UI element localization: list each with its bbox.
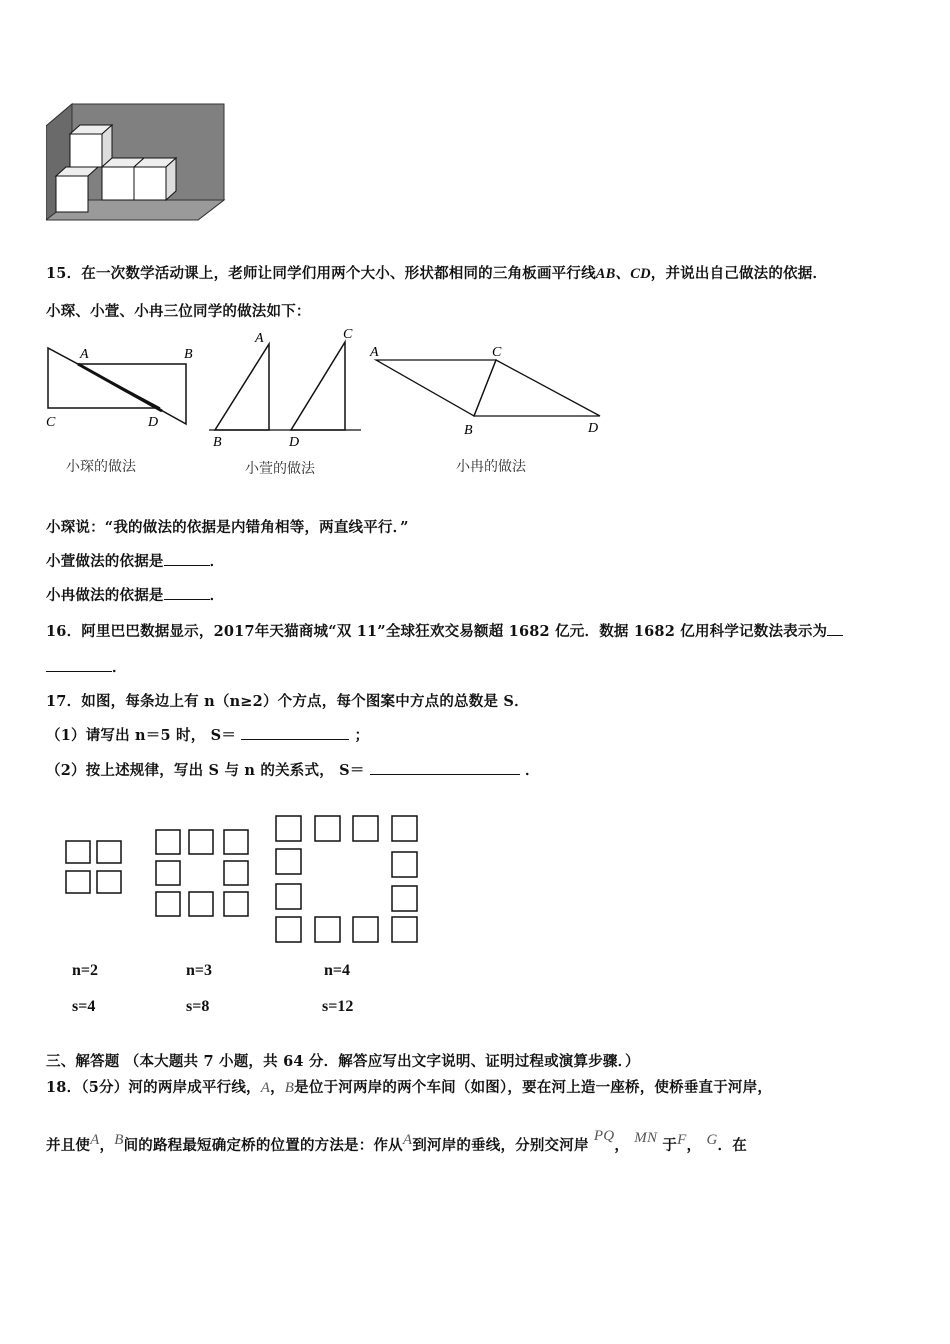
label-s3: s=8 [186,998,210,1015]
label-s2: s=4 [72,998,96,1015]
caption-ran: 小冉的做法 [456,459,526,475]
q15-ran-basis: 小冉做法的依据是 ． [46,587,225,604]
q15-students: 小琛、小萱、小冉三位同学的做法如下： [46,303,311,320]
section3-title: 三、解答题 （本大题共 7 小题，共 64 分．解答应写出文字说明、证明过程或演算步骤．） [46,1053,640,1070]
fig3-label-d: D [588,421,599,436]
square-pattern-figure [60,808,430,948]
q17-part1: （1）请写出 n＝5 时， S＝ ； [46,727,370,744]
q15-xuan-basis: 小萱做法的依据是 ． [46,553,225,570]
fig1-label-a: A [80,347,89,362]
q15-intro: 15．在一次数学活动课上，老师让同学们用两个大小、形状都相同的三角板画平行线AB、CD，并说出自己做法的依据． [46,265,828,282]
fig2-label-c: C [343,327,353,342]
answer-blank-ran[interactable] [164,599,210,600]
label-n4: n=4 [324,962,351,979]
fig3-label-c: C [492,345,502,360]
fig2-label-a: A [255,331,264,346]
answer-blank-q17-2[interactable] [370,774,520,775]
q17-part2: （2）按上述规律，写出 S 与 n 的关系式， S＝ ． [46,762,540,779]
q16-text: 16．阿里巴巴数据显示，2017年天猫商城“双 11”全球狂欢交易额超 1682 亿元．数据 1682 亿用科学记数法表示为 [46,620,843,641]
q18-line1: 18．（5分）河的两岸成平行线，A，B是位于河两岸的两个车间（如图），要在河上造一座桥，使桥垂直于河岸， [46,1079,773,1096]
q17-text: 17．如图，每条边上有 n（n≥2）个方点，每个图案中方点的总数是 S． [46,693,529,710]
figure-chen [42,338,202,433]
figure-ran [366,340,610,438]
caption-chen: 小琛的做法 [66,459,136,475]
q16-continuation: ． [46,656,127,677]
answer-blank-q17-1[interactable] [241,739,349,740]
answer-blank-q16[interactable] [46,671,112,672]
fig1-label-b: B [184,347,193,362]
answer-blank-xuan[interactable] [164,565,210,566]
label-n3: n=3 [186,962,213,979]
fig3-label-a: A [370,345,379,360]
cube-figure [46,100,228,224]
figure-xuan [205,326,365,452]
fig1-label-c: C [46,415,56,430]
label-s4: s=12 [322,998,354,1015]
fig1-label-d: D [148,415,159,430]
fig2-label-d: D [289,435,300,450]
label-n2: n=2 [72,962,99,979]
q18-line2: 并且使A，B间的路程最短确定桥的位置的方法是：作从A到河岸的垂线，分别交河岸 PQ， MN 于F， G．在 [46,1128,747,1154]
q15-chen-says: 小琛说：“我的做法的依据是内错角相等，两直线平行．” [46,519,409,536]
fig3-label-b: B [464,423,473,438]
answer-blank-q16-start[interactable] [827,635,843,636]
fig2-label-b: B [213,435,222,450]
caption-xuan: 小萱的做法 [245,461,315,477]
